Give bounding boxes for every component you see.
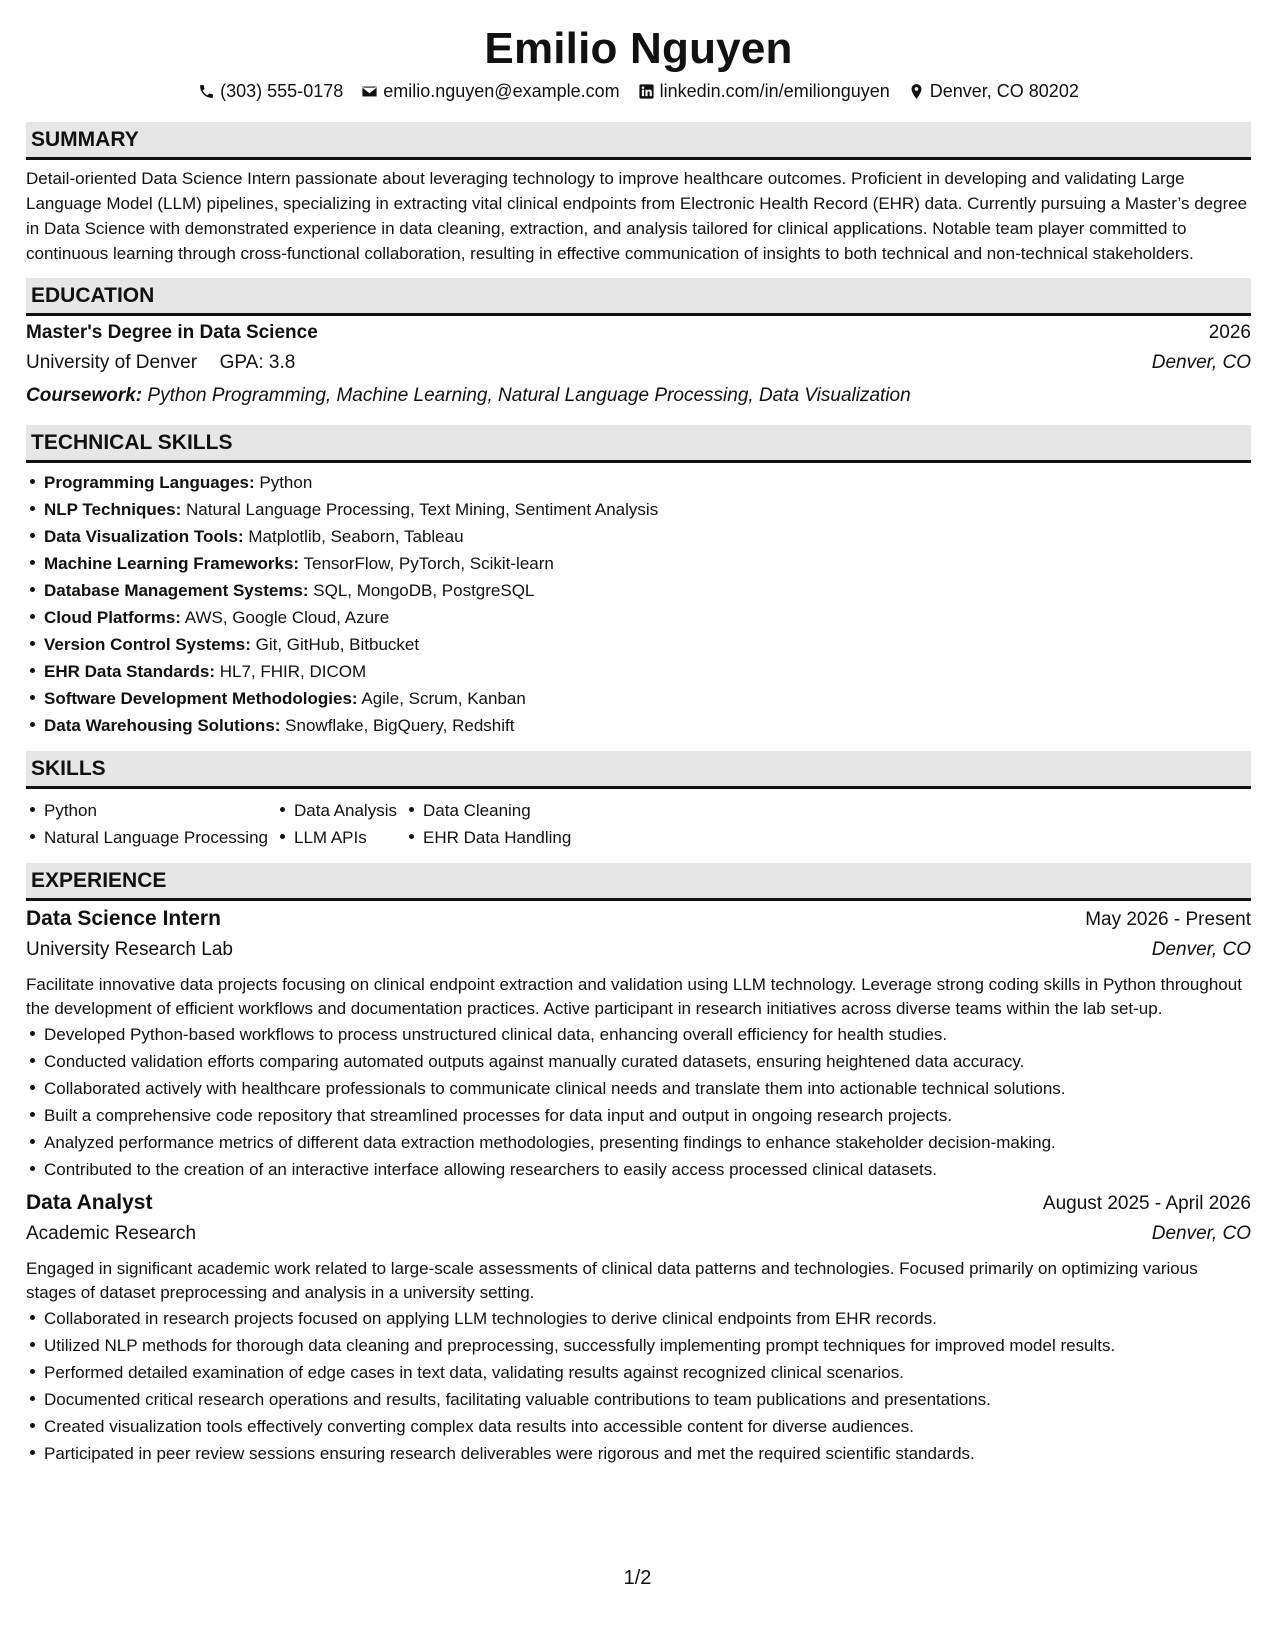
technical-skills-section: [26, 425, 1251, 751]
summary-section: [26, 122, 1251, 278]
job-location: Denver, CO: [1151, 1223, 1251, 1244]
list-item: Analyzed performance metrics of different data extraction methodologies, presenting findings to enhance stakeholder decision-making.: [26, 1129, 1251, 1156]
list-item: Data Cleaning: [405, 797, 571, 824]
job-org-row: [26, 1223, 1251, 1251]
job-header-row: [26, 907, 1251, 939]
skill-label: Data Warehousing Solutions:: [44, 716, 281, 735]
list-item: Natural Language Processing: [26, 824, 268, 851]
list-item: [26, 577, 1251, 604]
education-section: [26, 278, 1251, 425]
degree-title: Master's Degree in Data Science: [26, 322, 318, 343]
summary-heading: SUMMARY: [26, 122, 1251, 160]
skill-value: Python: [259, 473, 313, 492]
candidate-name: Emilio Nguyen: [484, 24, 793, 73]
phone-icon: [198, 83, 215, 100]
skill-label: Software Development Methodologies:: [44, 689, 358, 708]
education-row-1: [26, 322, 1251, 352]
skill-label: EHR Data Standards:: [44, 662, 215, 681]
coursework-label: Coursework:: [26, 385, 143, 406]
skills-section: [26, 751, 1251, 863]
list-item: Documented critical research operations and results, facilitating valuable contributions to team publications and presentations.: [26, 1386, 1251, 1413]
school-name: University of Denver: [26, 352, 198, 373]
technical-skills-heading: TECHNICAL SKILLS: [26, 425, 1251, 463]
skill-label: Version Control Systems:: [44, 635, 251, 654]
job-date: May 2026 - Present: [1085, 909, 1251, 930]
skill-value: TensorFlow, PyTorch, Scikit-learn: [303, 554, 554, 573]
contact-linkedin[interactable]: [638, 81, 890, 102]
job-date: August 2025 - April 2026: [1042, 1193, 1251, 1214]
list-item: Conducted validation efforts comparing automated outputs against manually curated datasets, ensuring heightened data accuracy.: [26, 1048, 1251, 1075]
experience-heading: EXPERIENCE: [26, 863, 1251, 901]
job-org-row: [26, 939, 1251, 967]
degree-date: 2026: [1208, 322, 1251, 343]
job-description: Engaged in significant academic work related to large-scale assessments of clinical data patterns and technologies. Focused primarily on optimizing various stages of dataset preprocessing and analysis in a university setting.: [26, 1259, 1198, 1302]
job-description: Facilitate innovative data projects focusing on clinical endpoint extraction and validation using LLM technology. Leverage strong coding skills in Python throughout the development of efficient workflows and documentation practices. Active participant in research initiatives across diverse teams within the lab set-up.: [26, 975, 1242, 1018]
skills-heading: SKILLS: [26, 751, 1251, 789]
coursework-line: [26, 381, 1251, 411]
skill-label: Cloud Platforms:: [44, 608, 181, 627]
list-item: Utilized NLP methods for thorough data cleaning and preprocessing, successfully implementing prompt techniques for improved model results.: [26, 1332, 1251, 1359]
skill-value: Agile, Scrum, Kanban: [361, 689, 526, 708]
list-item: [26, 658, 1251, 685]
job-entry: [26, 901, 1251, 1183]
list-item: [26, 469, 1251, 496]
location-text: Denver, CO 80202: [929, 80, 1079, 101]
phone-text: (303) 555-0178: [220, 80, 344, 101]
skill-label: Data Visualization Tools:: [44, 527, 244, 546]
contact-email[interactable]: [361, 81, 619, 102]
list-item: [26, 550, 1251, 577]
skills-column-3: [405, 797, 571, 851]
list-item: Collaborated actively with healthcare professionals to communicate clinical needs and translate them into actionable technical solutions.: [26, 1075, 1251, 1102]
school-line: [26, 352, 295, 374]
list-item: Participated in peer review sessions ensuring research deliverables were rigorous and met the required scientific standards.: [26, 1440, 1251, 1467]
skill-value: HL7, FHIR, DICOM: [219, 662, 367, 681]
resume-page: [26, 22, 1251, 1467]
skills-column-1: [26, 797, 268, 851]
list-item: [26, 496, 1251, 523]
education-heading: EDUCATION: [26, 278, 1251, 316]
skill-value: AWS, Google Cloud, Azure: [184, 608, 390, 627]
gpa-text: GPA: 3.8: [219, 352, 296, 373]
skill-label: NLP Techniques:: [44, 500, 182, 519]
skill-value: Git, GitHub, Bitbucket: [255, 635, 420, 654]
job-bullets: [26, 1305, 1251, 1467]
job-entry: [26, 1183, 1251, 1467]
skills-grid: [26, 789, 1251, 863]
job-org: University Research Lab: [26, 939, 233, 960]
list-item: Built a comprehensive code repository that streamlined processes for data input and output in ongoing research projects.: [26, 1102, 1251, 1129]
skill-value: SQL, MongoDB, PostgreSQL: [313, 581, 535, 600]
skill-label: Database Management Systems:: [44, 581, 309, 600]
list-item: [26, 685, 1251, 712]
skills-column-2: [276, 797, 397, 851]
job-title: Data Analyst: [26, 1191, 153, 1214]
contact-phone: [198, 81, 343, 102]
job-header-row: [26, 1191, 1251, 1223]
skill-label: Machine Learning Frameworks:: [44, 554, 300, 573]
summary-text: Detail-oriented Data Science Intern passionate about leveraging technology to improve healthcare outcomes. Proficient in developing and validating Large Language Model (LLM) pipelines, specializing in extracting vital clinical endpoints from Electronic Health Record (EHR) data. Currently pursuing a Master’s degree in Data Science with demonstrated experience in data cleaning, extraction, and analysis tailored for clinical applications. Notable team player committed to continuous learning through cross-functional collaboration, resulting in effective communication of insights to both technical and non-technical stakeholders.: [26, 169, 1248, 263]
job-bullets: [26, 1021, 1251, 1183]
list-item: [26, 523, 1251, 550]
job-title: Data Science Intern: [26, 907, 221, 930]
list-item: Data Analysis: [276, 797, 397, 824]
coursework-text: Python Programming, Machine Learning, Natural Language Processing, Data Visualization: [147, 385, 911, 406]
contact-bar: [26, 78, 1251, 104]
list-item: Developed Python-based workflows to process unstructured clinical data, enhancing overall efficiency for health studies.: [26, 1021, 1251, 1048]
list-item: Contributed to the creation of an interactive interface allowing researchers to easily access processed clinical datasets.: [26, 1156, 1251, 1183]
school-location: Denver, CO: [1151, 352, 1251, 373]
skill-label: Programming Languages:: [44, 473, 255, 492]
envelope-icon: [361, 83, 378, 100]
technical-skills-list: [26, 463, 1251, 751]
list-item: [26, 712, 1251, 739]
skill-value: Snowflake, BigQuery, Redshift: [285, 716, 515, 735]
linkedin-link[interactable]: linkedin.com/in/emilionguyen: [659, 80, 890, 101]
experience-section: [26, 863, 1251, 1467]
linkedin-icon: [638, 83, 655, 100]
contact-location: [908, 81, 1079, 102]
skill-value: Matplotlib, Seaborn, Tableau: [248, 527, 464, 546]
list-item: Created visualization tools effectively converting complex data results into accessible content for diverse audiences.: [26, 1413, 1251, 1440]
job-org: Academic Research: [26, 1223, 197, 1244]
list-item: Collaborated in research projects focused on applying LLM technologies to derive clinical endpoints from EHR records.: [26, 1305, 1251, 1332]
skill-value: Natural Language Processing, Text Mining, Sentiment Analysis: [186, 500, 659, 519]
page-number: 1/2: [623, 1567, 652, 1589]
education-row-2: [26, 352, 1251, 381]
list-item: Python: [26, 797, 268, 824]
map-pin-icon: [908, 83, 925, 100]
email-link[interactable]: emilio.nguyen@example.com: [383, 80, 620, 101]
list-item: Performed detailed examination of edge cases in text data, validating results against recognized clinical scenarios.: [26, 1359, 1251, 1386]
list-item: [26, 631, 1251, 658]
list-item: EHR Data Handling: [405, 824, 571, 851]
list-item: [26, 604, 1251, 631]
list-item: LLM APIs: [276, 824, 397, 851]
education-entry: [26, 316, 1251, 411]
job-location: Denver, CO: [1151, 939, 1251, 960]
